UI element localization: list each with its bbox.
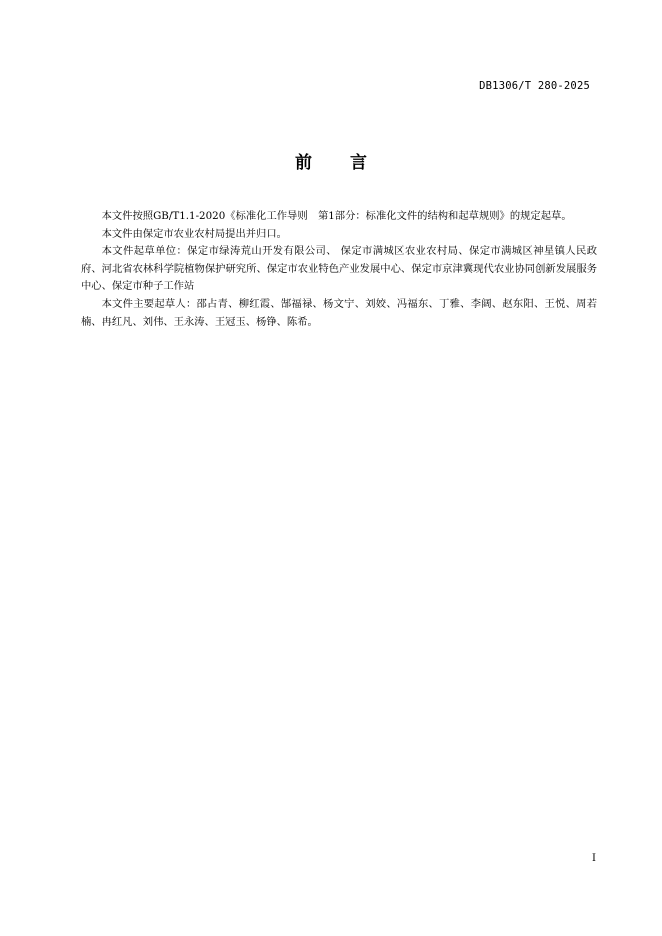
doc-code: DB1306/T 280-2025 bbox=[479, 80, 590, 92]
page-title-char-2: 言 bbox=[350, 153, 367, 173]
paragraph-proposer: 本文件由保定市农业农村局提出并归口。 bbox=[101, 227, 287, 240]
page-title bbox=[0, 148, 662, 173]
body-text bbox=[81, 208, 597, 331]
page-number: I bbox=[592, 853, 596, 864]
page-title-char-1: 前 bbox=[295, 153, 312, 173]
paragraph-drafters: 本文件主要起草人：邵占青、柳红霞、郜福禄、杨文宁、刘姣、冯福东、丁雅、李阔、赵东阳、王悦、周若楠、冉红凡、刘伟、王永涛、王冠玉、杨铮、陈希。 bbox=[81, 297, 597, 328]
paragraph-drafting-units: 本文件起草单位：保定市绿涛荒山开发有限公司、 保定市满城区农业农村局、保定市满城区神星镇人民政府、河北省农林科学院植物保护研究所、保定市农业特色产业发展中心、保定市京津冀现代农业协同创新发展服务中心、保定市种子工作站 bbox=[81, 245, 597, 293]
paragraph-drafting-standard: 本文件按照GB/T1.1-2020《标准化工作导则 第1部分：标准化文件的结构和起草规则》的规定起草。 bbox=[101, 210, 572, 222]
